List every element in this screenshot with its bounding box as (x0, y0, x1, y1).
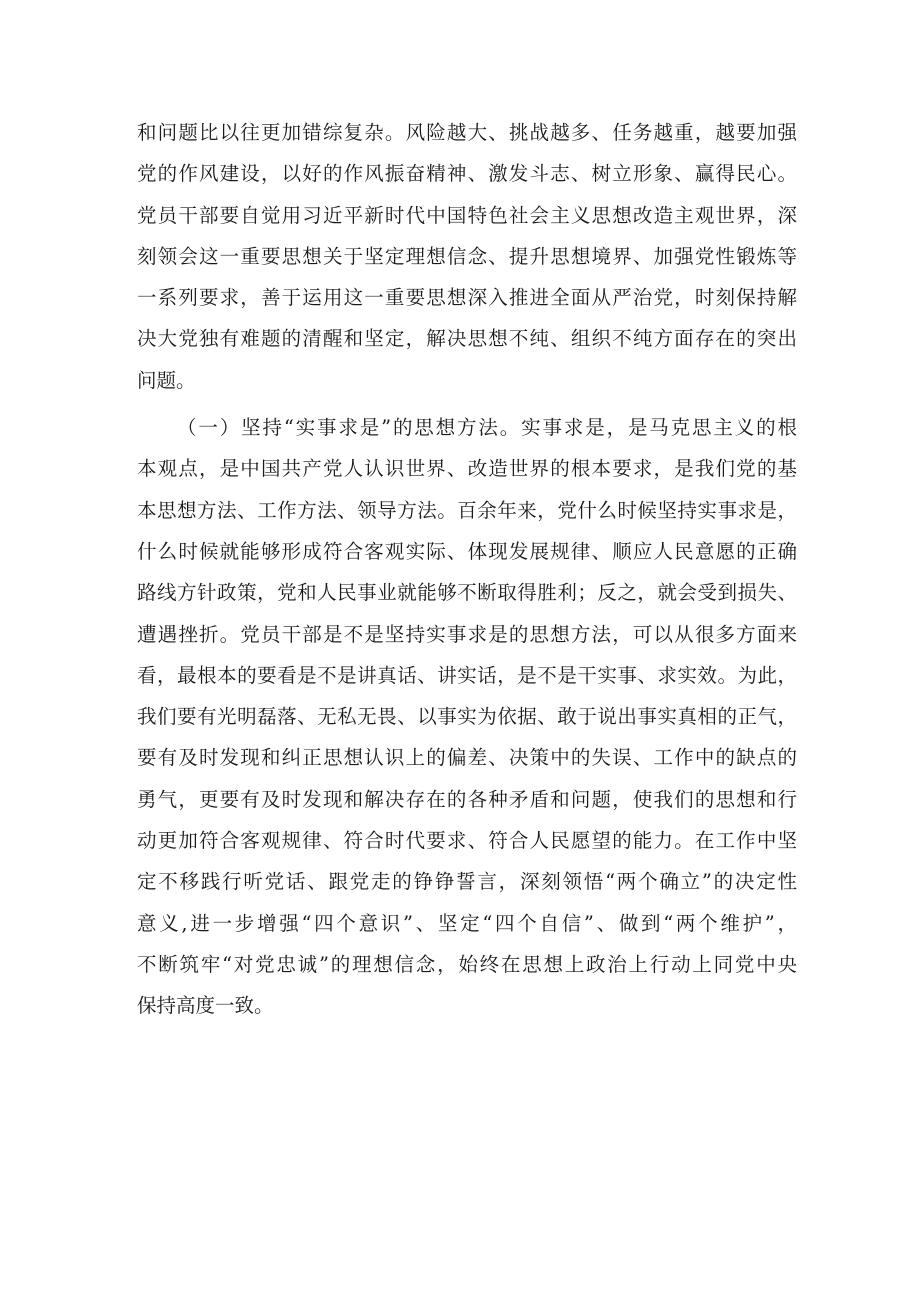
paragraph-2 (137, 407, 797, 1026)
paragraph-line: 党的作风建设，以好的作风振奋精神、激发斗志、树立形象、赢得民心。 (137, 162, 797, 186)
paragraph-line: 路线方针政策，党和人民事业就能够不断取得胜利；反之，就会受到损失、 (137, 581, 797, 605)
document-body (137, 112, 797, 1027)
paragraph-line: 刻领会这一重要思想关于坚定理想信念、提升思想境界、加强党性锻炼等 (137, 244, 797, 268)
paragraph-1 (137, 112, 797, 401)
paragraph-line: 什么时候就能够形成符合客观实际、体现发展规律、顺应人民意愿的正确 (137, 539, 797, 563)
paragraph-line: 决大党独有难题的清醒和坚定，解决思想不纯、组织不纯方面存在的突出 (137, 327, 797, 351)
paragraph-line: 党员干部要自觉用习近平新时代中国特色社会主义思想改造主观世界，深 (137, 203, 797, 227)
paragraph-line: 遭遇挫折。党员干部是不是坚持实事求是的思想方法，可以从很多方面来 (137, 622, 797, 646)
paragraph-line: 要有及时发现和纠正思想认识上的偏差、决策中的失误、工作中的缺点的 (137, 746, 797, 770)
paragraph-line: 我们要有光明磊落、无私无畏、以事实为依据、敢于说出事实真相的正气， (137, 705, 797, 729)
paragraph-line: 和问题比以往更加错综复杂。风险越大、挑战越多、任务越重，越要加强 (137, 121, 797, 144)
paragraph-line: 意义,进一步增强“四个意识”、坚定“四个自信”、做到“两个维护”， (137, 911, 797, 935)
paragraph-line: 定不移践行听党话、跟党走的铮铮誓言，深刻领悟“两个确立”的决定性 (137, 870, 797, 894)
paragraph-line: 本思想方法、工作方法、领导方法。百余年来，党什么时候坚持实事求是， (137, 498, 797, 522)
paragraph-line: 问题。 (137, 368, 196, 392)
paragraph-line: 不断筑牢“对党忠诚”的理想信念，始终在思想上政治上行动上同党中央 (137, 952, 797, 976)
paragraph-line: 一系列要求，善于运用这一重要思想深入推进全面从严治党，时刻保持解 (137, 286, 797, 310)
paragraph-line: 勇气，更要有及时发现和解决存在的各种矛盾和问题，使我们的思想和行 (137, 787, 797, 811)
paragraph-line: 动更加符合客观规律、符合时代要求、符合人民愿望的能力。在工作中坚 (137, 829, 797, 853)
paragraph-line: （一）坚持“实事求是”的思想方法。实事求是，是马克思主义的根 (177, 416, 797, 440)
paragraph-line: 保持高度一致。 (137, 994, 274, 1018)
paragraph-line: 本观点，是中国共产党人认识世界、改造世界的根本要求，是我们党的基 (137, 457, 797, 481)
paragraph-line: 看，最根本的要看是不是讲真话、讲实话，是不是干实事、求实效。为此， (137, 663, 797, 687)
